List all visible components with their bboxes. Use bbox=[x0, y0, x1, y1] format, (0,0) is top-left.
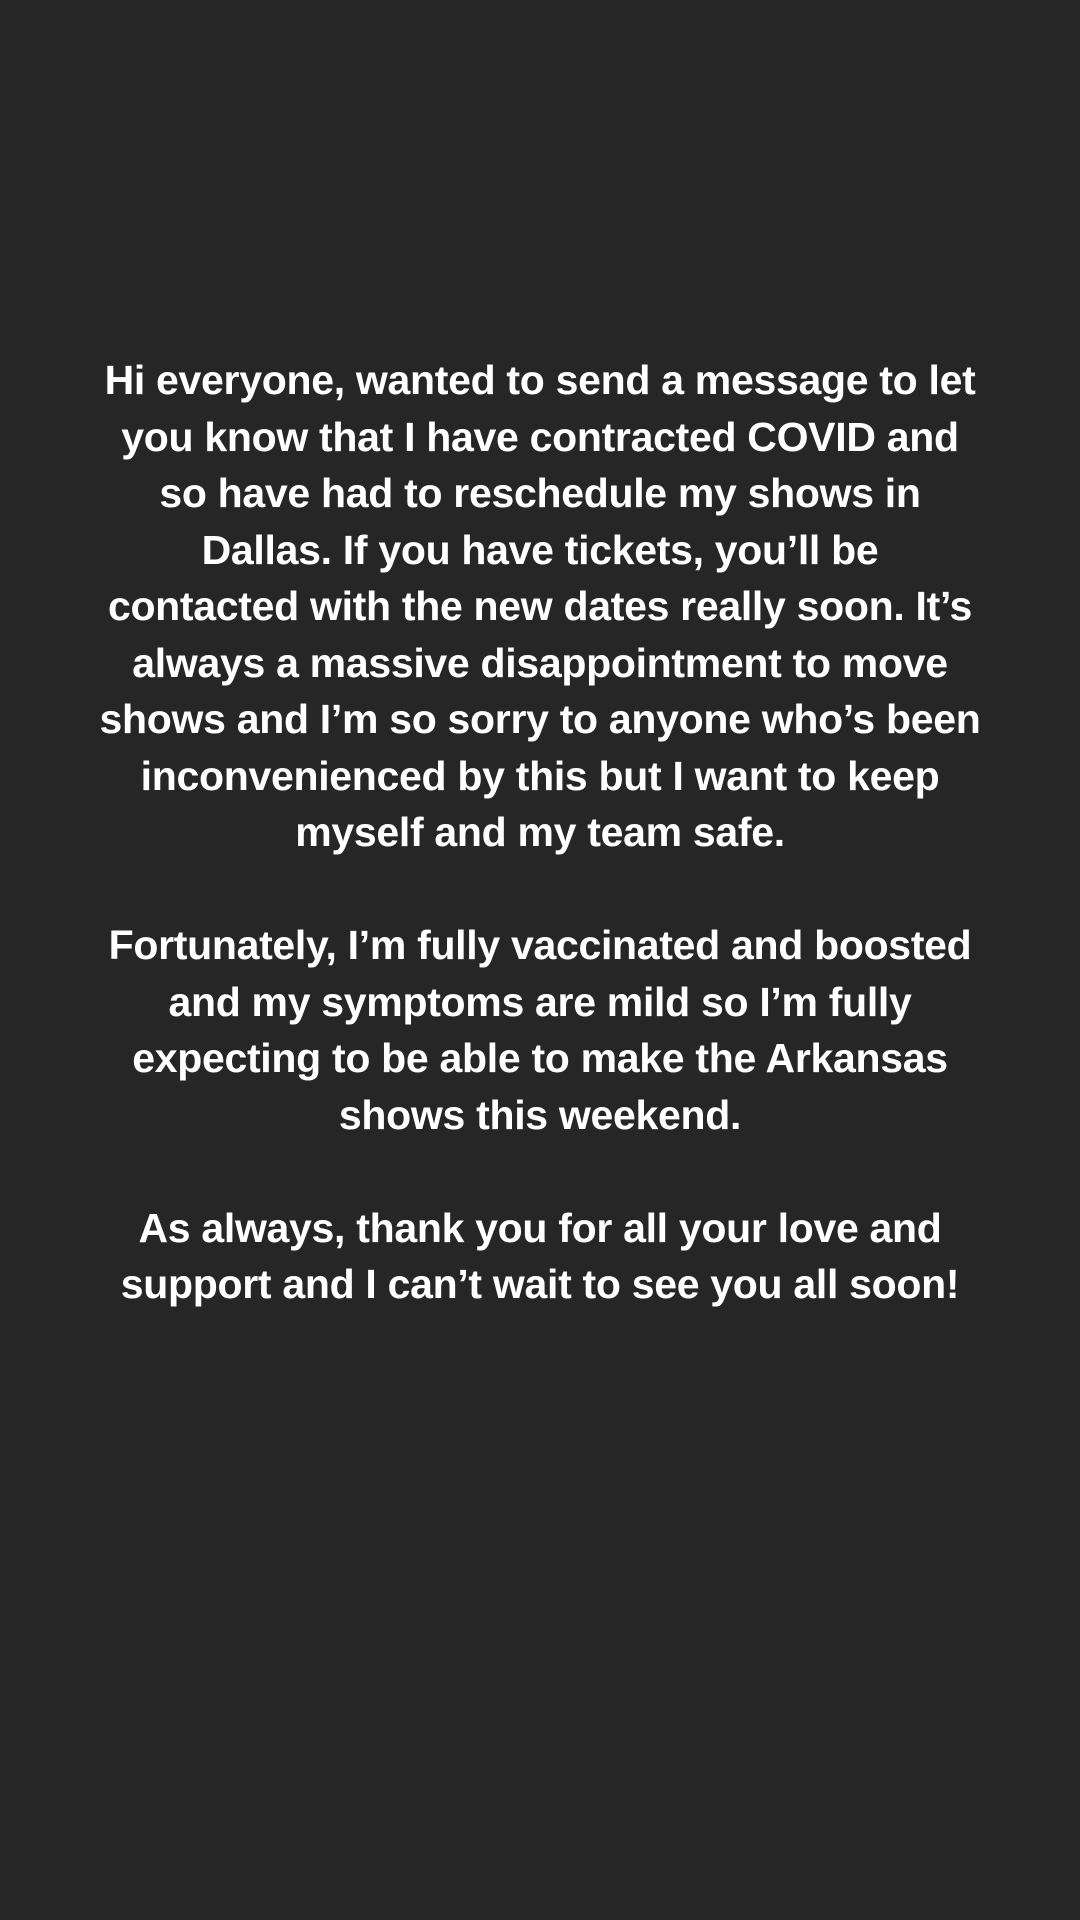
message-line: Dallas. If you have tickets, you’ll be bbox=[201, 526, 879, 573]
message-line: support and I can’t wait to see you all soon! bbox=[120, 1261, 960, 1307]
paragraph-1 bbox=[54, 352, 1026, 861]
message-line: expecting to be able to make the Arkansas bbox=[132, 1035, 948, 1081]
message-line: myself and my team safe. bbox=[295, 809, 785, 855]
message-line: Fortunately, I’m fully vaccinated and boosted bbox=[108, 922, 972, 968]
paragraph-spacer bbox=[54, 861, 1026, 918]
message-line: contacted with the new dates really soon. It’s bbox=[107, 583, 973, 629]
message-line: As always, thank you for all your love and bbox=[138, 1204, 942, 1251]
paragraph-2 bbox=[54, 917, 1026, 1143]
message-line: inconvenienced by this but I want to keep bbox=[140, 752, 940, 799]
message-line: always a massive disappointment to move bbox=[132, 639, 948, 686]
message-line: Hi everyone, wanted to send a message to let bbox=[104, 357, 976, 403]
story-message bbox=[54, 352, 1026, 1313]
message-line: and my symptoms are mild so I’m fully bbox=[168, 978, 912, 1025]
paragraph-3 bbox=[54, 1200, 1026, 1313]
message-line: shows and I’m so sorry to anyone who’s been bbox=[99, 696, 981, 742]
message-line: shows this weekend. bbox=[338, 1091, 742, 1138]
message-line: you know that I have contracted COVID and bbox=[121, 413, 959, 460]
paragraph-spacer bbox=[54, 1143, 1026, 1200]
message-line: so have had to reschedule my shows in bbox=[159, 470, 921, 516]
